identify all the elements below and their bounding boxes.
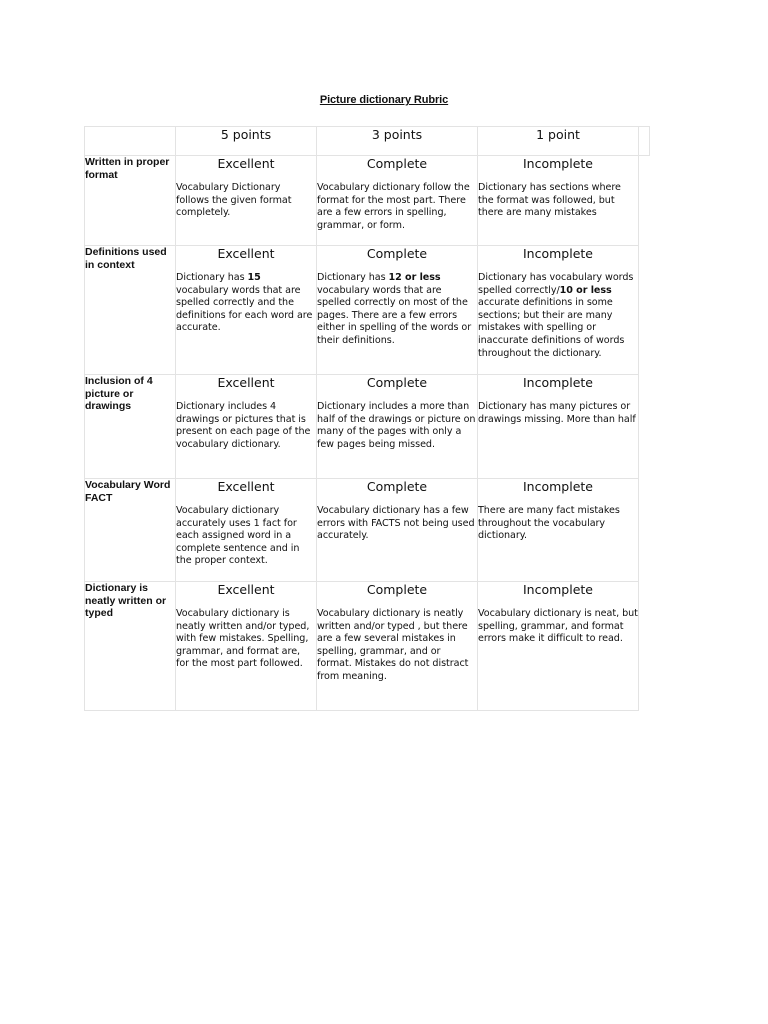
level-description: Vocabulary dictionary is neatly written and/or typed, with few mistakes. Spelling, grammar, and format are, for the most part followed.: [176, 608, 310, 670]
level-label: Incomplete: [523, 375, 593, 390]
score-cell: [478, 246, 639, 375]
header-row: [85, 127, 650, 156]
rubric-row: [85, 479, 650, 582]
corner-cell: [85, 127, 176, 156]
level-label: Complete: [366, 479, 428, 494]
level-label: Excellent: [217, 156, 275, 171]
level-description: Dictionary has 12 or less vocabulary words that are spelled correctly on most of the pages. There are a few errors either in spelling of the words or their definitions.: [317, 272, 472, 346]
level-description: Vocabulary dictionary accurately uses 1 fact for each assigned word in a complete sentence and in the proper context.: [176, 505, 300, 567]
score-cell: [176, 479, 317, 582]
level-description: Dictionary has vocabulary words spelled correctly/10 or less accurate definitions in some sections; but their are many mistakes with spelling or inaccurate definitions of words throughout the dictionary.: [478, 272, 634, 359]
column-header-5-points: 5 points: [176, 127, 317, 156]
score-cell: [478, 375, 639, 479]
score-cell: [478, 582, 639, 711]
score-cell: [176, 246, 317, 375]
score-cell: [317, 156, 478, 246]
score-cell: [176, 156, 317, 246]
rubric-row: [85, 582, 650, 711]
level-label: Complete: [366, 582, 428, 597]
rubric-row: [85, 375, 650, 479]
level-label: Complete: [366, 375, 428, 390]
rubric-row: [85, 156, 650, 246]
level-description: There are many fact mistakes throughout the vocabulary dictionary.: [478, 505, 620, 542]
level-label: Incomplete: [523, 156, 593, 171]
level-label: Excellent: [217, 246, 275, 261]
level-description: Dictionary has many pictures or drawings missing. More than half: [478, 401, 636, 425]
level-description: Dictionary has sections where the format was followed, but there are many mistakes: [478, 182, 621, 219]
rubric-table: [84, 126, 650, 711]
criterion-label: Dictionary is neatly written or typed: [85, 582, 176, 711]
level-label: Excellent: [217, 582, 275, 597]
level-label: Incomplete: [523, 582, 593, 597]
document-title: Picture dictionary Rubric: [319, 94, 449, 106]
score-cell: [176, 582, 317, 711]
level-label: Excellent: [217, 375, 275, 390]
level-description: Vocabulary dictionary follow the format for the most part. There are a few errors in spelling, grammar, or form.: [317, 182, 470, 231]
level-description: Dictionary includes 4 drawings or pictures that is present on each page of the vocabulary dictionary.: [176, 401, 311, 450]
level-label: Complete: [366, 156, 428, 171]
level-description: Dictionary has 15 vocabulary words that are spelled correctly and the definitions for each word are accurate.: [176, 272, 313, 334]
score-cell: [317, 375, 478, 479]
level-label: Excellent: [217, 479, 275, 494]
score-cell: [317, 246, 478, 375]
level-label: Incomplete: [523, 479, 593, 494]
criterion-label: Written in proper format: [85, 156, 176, 246]
level-description: Vocabulary dictionary has a few errors with FACTS not being used accurately.: [317, 505, 475, 542]
rubric-row: [85, 246, 650, 375]
level-description: Vocabulary Dictionary follows the given format completely.: [176, 182, 292, 219]
criterion-label: Definitions used in context: [85, 246, 176, 375]
level-label: Complete: [366, 246, 428, 261]
level-description: Dictionary includes a more than half of the drawings or picture on many of the pages with only a few pages being missed.: [317, 401, 476, 450]
score-cell: [317, 582, 478, 711]
score-cell: [478, 156, 639, 246]
column-header-1-point: 1 point: [478, 127, 639, 156]
level-description: Vocabulary dictionary is neat, but spelling, grammar, and format errors make it difficult to read.: [478, 608, 638, 645]
score-cell: [478, 479, 639, 582]
column-header-3-points: 3 points: [317, 127, 478, 156]
level-label: Incomplete: [523, 246, 593, 261]
level-description: Vocabulary dictionary is neatly written and/or typed , but there are a few several mistakes in spelling, grammar, and or format. Mistakes do not distract from meaning.: [317, 608, 469, 682]
criterion-label: Vocabulary Word FACT: [85, 479, 176, 582]
score-cell: [317, 479, 478, 582]
criterion-label: Inclusion of 4 picture or drawings: [85, 375, 176, 479]
extra-header-cell: [639, 127, 650, 156]
score-cell: [176, 375, 317, 479]
